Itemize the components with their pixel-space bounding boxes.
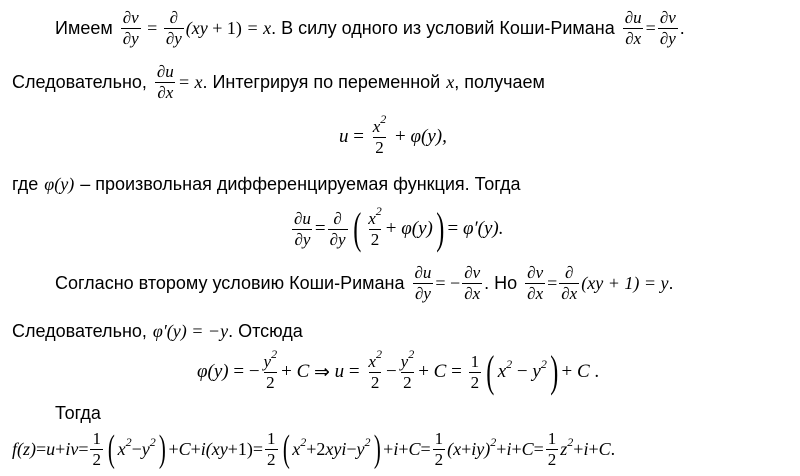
equation-phi: φ(y) = − $\frac{y^2}{2}$ + C ⇒ u = $\frac{x^2}{2}$ − $\frac{y^2}{2}$ + C = $\frac{1}{2}$ ( $x^2$ − $y^2$ ) + C . [197,346,600,396]
fraction: $\frac{\partial u}{\partial y}$ [294,208,311,249]
fraction: $\frac{y^2}{2}$ [263,346,278,392]
text: . В силу одного из условий Коши-Римана [271,17,615,38]
text: . Интегрируя по переменной [202,71,441,92]
fraction: $\frac{\partial v}{\partial y}$ [122,7,139,48]
fraction: $\frac{\partial u}{\partial y}$ [414,262,432,303]
fraction: $\frac{\partial}{\partial y}$ [165,7,182,48]
equation-f: f(z) = u + iv = $\frac{1}{2}$ ( $x^2$ − $y^2$ ) + C + i(xy +1)= $\frac{1}{2}$ ( $x^2$ +2 xyi − $y^2$ ) + i + C = $\frac{1}{2}$ (x + iy)$^2$ + i + C = $\frac{1}{2}$ $z^2$ + i + C . [12,428,616,470]
paragraph-line-6: Согласно второму условию Коши-Римана $\frac{\partial u}{\partial y}$ = − $\frac{\partial v}{\partial x}$ . Но $\frac{\partial v}{\partial x}$ = $\frac{\partial}{\partial x}$ (xy + 1) = y . [55,262,674,303]
text: Имеем [55,17,113,38]
text: , получаем [454,71,545,92]
fraction: $\frac{x^2}{2}$ [368,203,382,249]
equation-du-dy: $\frac{\partial u}{\partial y}$ = $\frac{\partial}{\partial y}$ ( $\frac{x^2}{2}$ + φ(y) ) = φ′(y). [294,203,504,253]
paragraph-line-2 [12,62,545,102]
fraction: $\frac{\partial v}{\partial x}$ [464,262,481,303]
fraction: $\frac{\partial u}{\partial x}$ [156,61,174,102]
math-expr: φ′(y) = −y [152,320,229,341]
paragraph-line-4 [12,170,521,198]
fraction: $\frac{1}{2}$ [267,428,276,469]
fraction: $\frac{\partial u}{\partial x}$ [624,7,642,48]
fraction: $\frac{1}{2}$ [547,428,557,469]
fraction: $\frac{x^2}{2}$ [372,111,387,157]
fraction: $\frac{y^2}{2}$ [400,346,415,392]
fraction: $\frac{x^2}{2}$ [368,346,382,392]
text: . Но [484,272,518,293]
paragraph-line-7 [12,317,303,345]
text: Следовательно, [12,71,147,92]
text: Следовательно, [12,320,147,341]
fraction: $\frac{\partial v}{\partial y}$ [659,7,676,48]
math-expr: φ(y) [44,173,75,194]
text: Тогда [55,402,101,423]
math-expr: = x [246,17,272,38]
math-expr: = x [177,71,203,92]
fraction: $\frac{1}{2}$ [434,428,444,469]
text: . [668,272,674,293]
fraction: $\frac{\partial}{\partial x}$ [561,262,578,303]
math-expr: (xy + 1) = y [581,272,669,293]
text: где [12,173,39,194]
math-var: x [446,71,455,92]
paragraph-line-9 [55,400,101,426]
fraction: $\frac{1}{2}$ [470,351,480,392]
text: Согласно второму условию Коши-Римана [55,272,405,293]
fraction: $\frac{\partial}{\partial y}$ [329,208,346,249]
fraction: $\frac{\partial v}{\partial x}$ [527,262,544,303]
text: . [679,17,685,38]
fraction: $\frac{1}{2}$ [92,428,101,469]
equation-u: u = $\frac{x^2}{2}$ + φ(y), [339,111,447,157]
paragraph-line-1: Имеем $\frac{\partial v}{\partial y}$ = $\frac{\partial}{\partial y}$ (xy + 1) = x . В силу одного из условий Коши-Римана $\frac{\partial u}{\partial x}$ = $\frac{\partial v}{\partial y}$ . [55,7,685,48]
text: – произвольная дифференцируемая функция. Тогда [80,173,521,194]
text: . Отсюда [228,320,303,341]
